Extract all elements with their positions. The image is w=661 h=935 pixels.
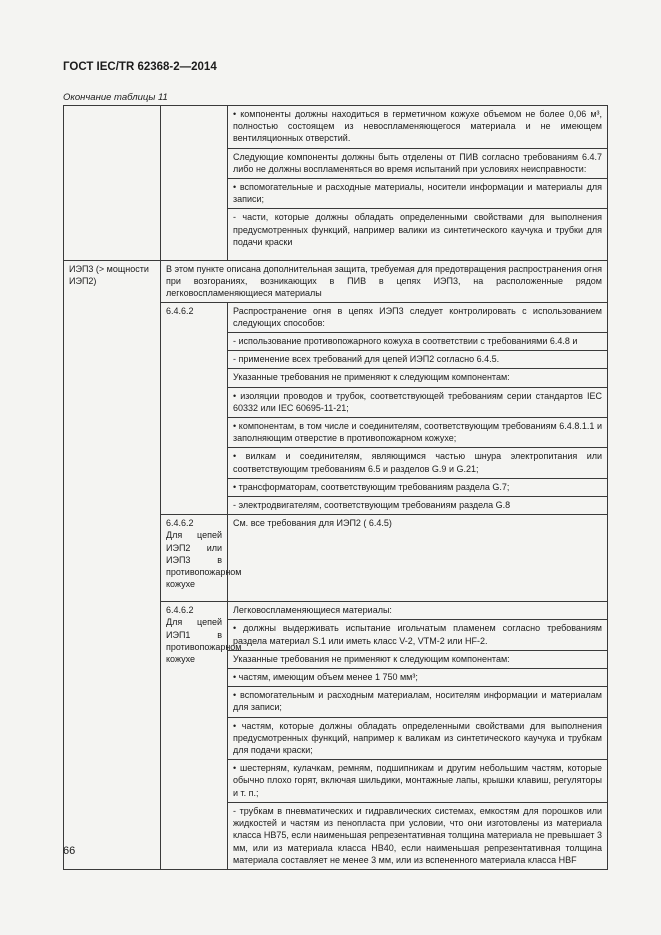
row-label: ИЭП3 (> мощности ИЭП2) xyxy=(64,261,161,870)
clause-number: 6.4.6.2 xyxy=(166,605,194,616)
continuation-cell xyxy=(228,106,608,261)
list-item: - применение всех требований для цепей ИЭП2 согласно 6.4.5. xyxy=(228,351,607,369)
list-item: Следующие компоненты должны быть отделены от ПИВ согласно требованиям 6.4.7 либо не должны воспламеняться во время испытаний при условиях неисправности: xyxy=(228,149,607,179)
list-item: • частям, имеющим объем менее 1 750 мм³; xyxy=(228,669,607,687)
page-number: 66 xyxy=(63,845,76,857)
list-item: • компоненты должны находиться в герметичном кожухе объемом не более 0,06 м³, полностью состоящем из невоспламеняющегося материала и не имеющем вентиляционных отверстий. xyxy=(228,106,607,149)
list-item: - части, которые должны обладать определенными свойствами для выполнения предусмотренных функций, например валики из синтетического каучука и трубки для подачи краски xyxy=(233,212,602,247)
clause-number: 6.4.6.2 xyxy=(166,518,194,529)
list-item: Распространение огня в цепях ИЭП3 следует контролировать с использованием следующих способов: xyxy=(228,303,607,333)
requirements-cell xyxy=(228,302,608,515)
table-row xyxy=(64,106,608,261)
standard-header: ГОСТ IEC/TR 62368-2—2014 xyxy=(63,61,217,73)
list-item: • вспомогательным и расходным материалам, носителям информации и материалам для записи; xyxy=(228,687,607,717)
clause-number: 6.4.6.2 xyxy=(161,302,228,515)
requirements-cell: См. все требования для ИЭП2 ( 6.4.5) xyxy=(228,515,608,602)
table-row xyxy=(64,261,608,303)
list-item: - электродвигателям, соответствующим требованиям раздела G.8 xyxy=(233,500,511,511)
list-item: Указанные требования не применяют к следующим компонентам: xyxy=(228,651,607,669)
list-item: Легковоспламеняющиеся материалы: xyxy=(228,602,607,620)
clause-condition: Для цепей ИЭП1 в противопожарном кожухе xyxy=(166,617,242,665)
requirements-table xyxy=(63,105,608,870)
list-item: - использование противопожарного кожуха в соответствии с требованиями 6.4.8 и xyxy=(228,333,607,351)
requirements-cell xyxy=(228,602,608,870)
list-item: • вспомогательные и расходные материалы, носители информации и материалы для записи; xyxy=(228,179,607,209)
clause-condition: Для цепей ИЭП2 или ИЭП3 в противопожарном кожухе xyxy=(166,530,242,590)
list-item: • шестерням, кулачкам, ремням, подшипникам и другим небольшим частям, которые обычно плохо горят, включая шильдики, монтажные лапы, крышки клавиш, регуляторы и т. п.; xyxy=(228,760,607,803)
intro-text: В этом пункте описана дополнительная защита, требуемая для предотвращения распространения огня при возгораниях, возникающих в ПИВ в цепях ИЭП3, на расположенные рядом легковоспламеняющиеся материалы xyxy=(161,261,608,303)
table-caption: Окончание таблицы 11 xyxy=(63,92,168,103)
list-item: • компонентам, в том числе и соединителям, соответствующим требованиям 6.4.8.1.1 и заполняющим отверстие в противопожарном кожухе; xyxy=(228,418,607,448)
list-item: • изоляции проводов и трубок, соответствующей требованиям серии стандартов IEC 60332 или IEC 60695-11-21; xyxy=(228,388,607,418)
list-item: - трубкам в пневматических и гидравлических системах, емкостям для порошков или жидкостей и частям из пенопласта при условии, что они изготовлены из материала класса НВ75, если наименьшая репрезентативная толщина материала не превышает 3 мм, или из материала класса НВ40, если наименьшая репрезентативная толщина материала составляет не менее 3 мм, или из вспененного материала класса НВF xyxy=(233,805,602,865)
list-item: • частям, которые должны обладать определенными свойствами для выполнения предусмотренных функций, например к валикам из синтетического каучука и трубкам для подачи краски; xyxy=(228,718,607,761)
list-item: • должны выдерживать испытание игольчатым пламенем согласно требованиям раздела материал S.1 или иметь класс V-2, VTM-2 или HF-2. xyxy=(228,620,607,650)
list-item: Указанные требования не применяют к следующим компонентам: xyxy=(228,369,607,387)
list-item: • трансформаторам, соответствующим требованиям раздела G.7; xyxy=(228,479,607,497)
list-item: • вилкам и соединителям, являющимся частью шнура электропитания или соответствующим требованиям 6.5 и разделов G.9 и G.21; xyxy=(228,448,607,478)
